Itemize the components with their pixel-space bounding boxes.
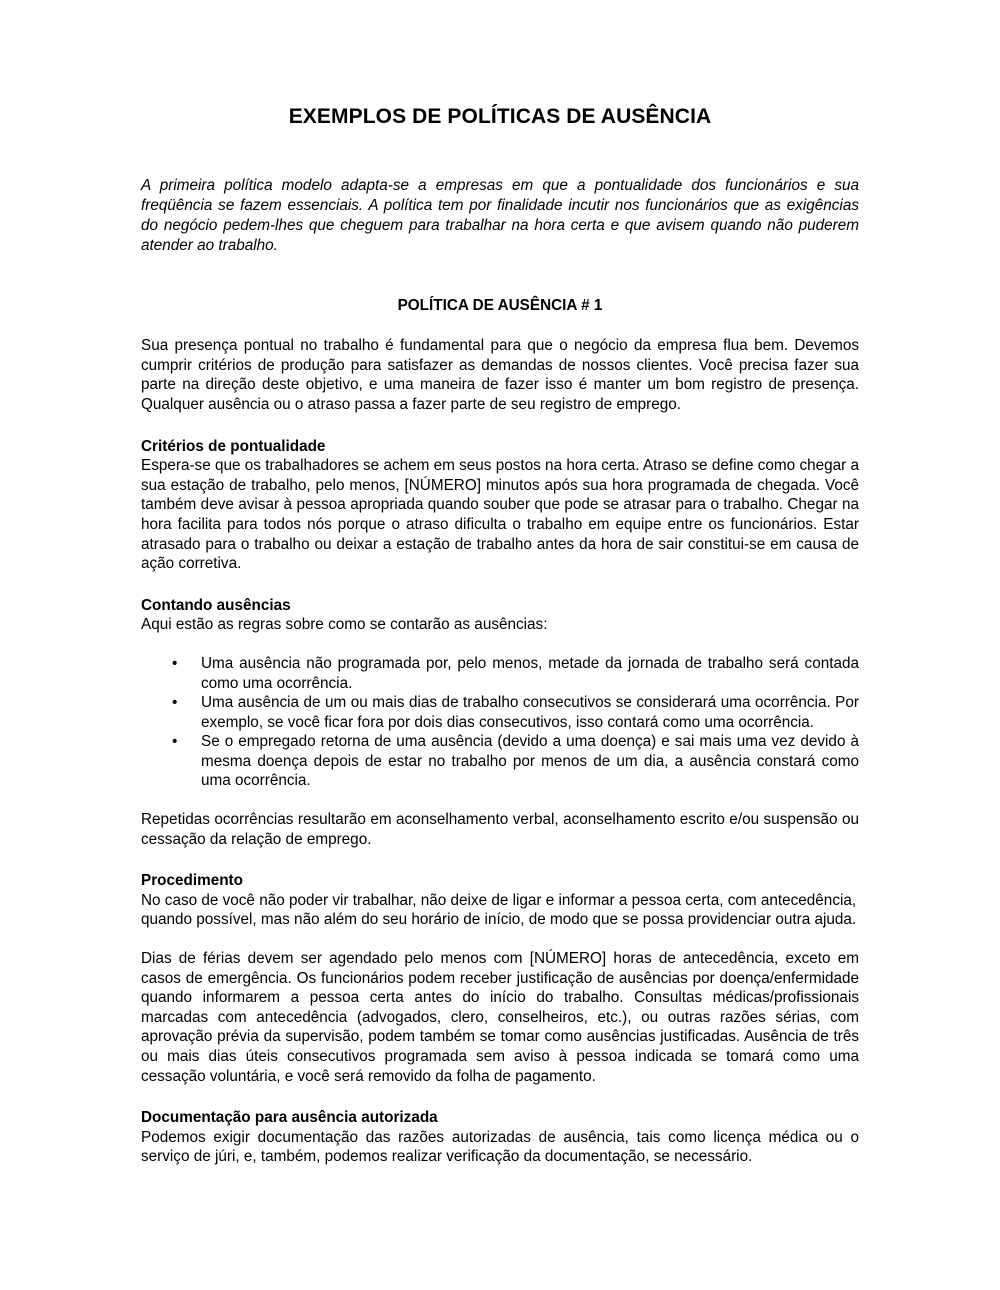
section-body-procedimento: No caso de você não poder vir trabalhar, não deixe de ligar e informar a pessoa certa, com antecedência, quando possível, mas não além do seu horário de início, de modo que se possa providenciar outra ajuda. [141,891,857,929]
intro-paragraph: A primeira política modelo adapta-se a empresas em que a pontualidade dos funcionários e sua freqüência se fazem essenciais. A política tem por finalidade incutir nos funcionários que as exigências do negócio pedem-lhes que cheguem para trabalhar na hora certa e que avisem quando não puderem atender ao trabalho. [141,177,859,255]
list-item [141,693,859,732]
opening-paragraph: Sua presença pontual no trabalho é fundamental para que o negócio da empresa flua bem. Devemos cumprir critérios de produção para satisfazer as demandas de nossos clientes. Você precisa fazer sua parte na direção deste objetivo, e uma maneira de fazer isso é manter um bom registro de presença. Qualquer ausência ou o atraso passa a fazer parte de seu registro de emprego. [141,337,859,413]
section-heading-procedimento: Procedimento [141,872,243,890]
list-item [141,654,859,693]
section-heading-documentacao: Documentação para ausência autorizada [141,1109,438,1127]
bullet-icon: • [172,733,178,751]
bullet-icon: • [172,654,178,672]
bullet-icon: • [172,694,178,712]
document-content [141,0,859,1167]
page-title: EXEMPLOS DE POLÍTICAS DE AUSÊNCIA [288,105,712,128]
section-heading-criterios: Critérios de pontualidade [141,437,326,455]
absence-rules-list [141,635,859,791]
list-item [141,732,859,791]
section-body-documentacao: Podemos exigir documentação das razões autorizadas de ausência, tais como licença médica ou o serviço de júri, e, também, podemos realizar verificação da documentação, se necessário. [141,1128,859,1166]
list-item-text: Se o empregado retorna de uma ausência (devido a uma doença) e sai mais uma vez devido à mesma doença depois de estar no trabalho por menos de um dia, a ausência constará como uma ocorrência. [201,733,859,790]
section-body-criterios: Espera-se que os trabalhadores se achem em seus postos na hora certa. Atraso se define como chegar a sua estação de trabalho, pelo menos, [NÚMERO] minutos após sua hora programada de chegada. Você também deve avisar à pessoa apropriada quando souber que pode se atrasar para o trabalho. Chegar na hora facilita para todos nós porque o atraso dificulta o trabalho em equipe entre os funcionários. Estar atrasado para o trabalho ou deixar a estação de trabalho antes da hora de sair constitui-se em causa de ação corretiva. [141,457,859,573]
vacation-paragraph: Dias de férias devem ser agendado pelo menos com [NÚMERO] horas de antecedência, exceto em casos de emergência. Os funcionários podem receber justificação de ausências por doença/enfermidade quando informarem a pessoa certa antes do início do trabalho. Consultas médicas/profissionais marcadas com antecedência (advogados, clero, conselheiros, etc.), ou outras razões sérias, com aprovação prévia da supervisão, podem também se tomar como ausências justificadas. Ausência de três ou mais dias úteis consecutivos programada sem aviso à pessoa indicada se tomará como uma cessação voluntária, e você será removido da folha de pagamento. [141,950,859,1085]
section-body-contando: Aqui estão as regras sobre como se contarão as ausências: [141,616,548,634]
list-item-text: Uma ausência de um ou mais dias de trabalho consecutivos se considerará uma ocorrência. Por exemplo, se você ficar fora por dois dias consecutivos, isso contará como uma ocorrência. [201,694,859,731]
list-item-text: Uma ausência não programada por, pelo menos, metade da jornada de trabalho será contada como uma ocorrência. [201,654,859,692]
repeated-occurrences-paragraph: Repetidas ocorrências resultarão em aconselhamento verbal, aconselhamento escrito e/ou suspensão ou cessação da relação de emprego. [141,811,859,848]
policy-heading: POLÍTICA DE AUSÊNCIA # 1 [397,297,603,315]
section-heading-contando: Contando ausências [141,596,291,614]
